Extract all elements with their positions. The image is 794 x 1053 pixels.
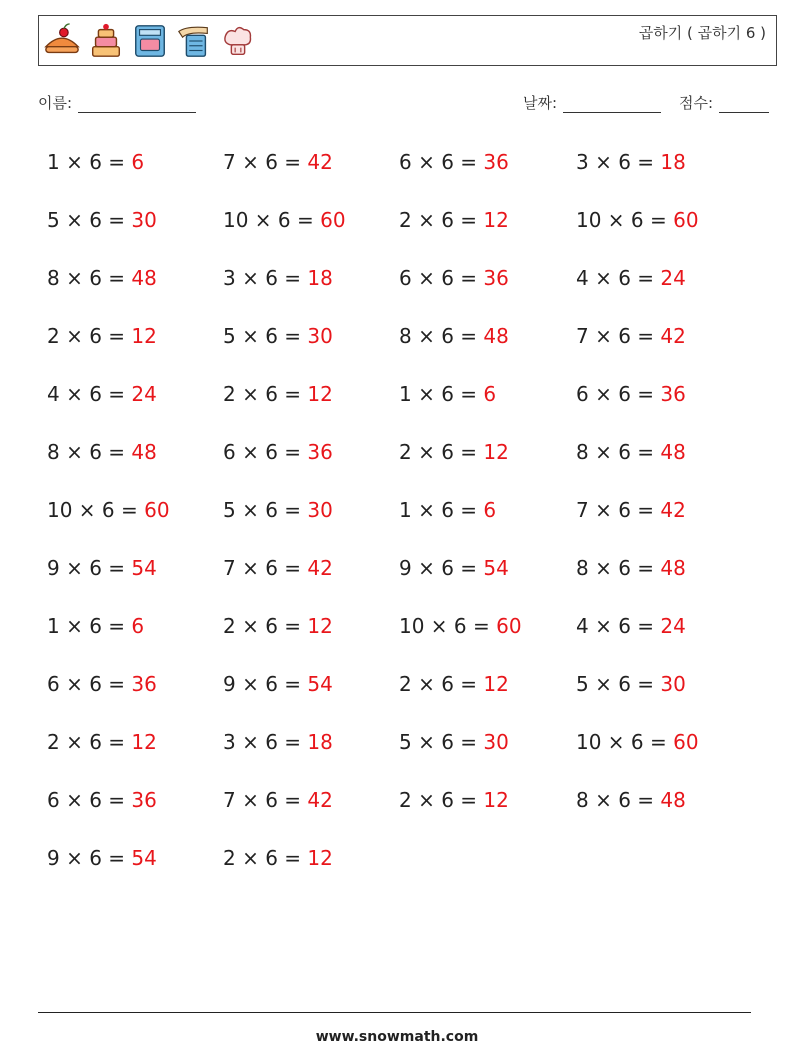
problem-item — [399, 324, 509, 348]
problem-expression: 6 × 6 = — [399, 266, 484, 290]
problem-item — [47, 730, 157, 754]
problem-item — [223, 788, 333, 812]
problem-expression: 8 × 6 = — [47, 266, 132, 290]
problem-expression: 10 × 6 = — [223, 208, 321, 232]
problem-answer: 42 — [307, 150, 333, 174]
problem-item — [47, 498, 170, 522]
date-blank[interactable] — [563, 98, 661, 113]
problem-expression: 10 × 6 = — [576, 730, 674, 754]
date-label: 날짜: — [523, 94, 558, 112]
problem-expression: 2 × 6 = — [399, 440, 484, 464]
problem-answer: 6 — [483, 382, 497, 406]
problem-expression: 9 × 6 = — [223, 672, 308, 696]
problem-item — [576, 498, 686, 522]
problem-expression: 2 × 6 = — [47, 324, 132, 348]
problem-item — [576, 150, 686, 174]
problem-item — [399, 150, 509, 174]
problem-expression: 2 × 6 = — [399, 672, 484, 696]
problem-answer: 6 — [131, 614, 145, 638]
problem-expression: 7 × 6 = — [223, 788, 308, 812]
problem-answer: 54 — [307, 672, 333, 696]
pie-icon — [43, 21, 81, 61]
problem-answer: 12 — [131, 324, 157, 348]
problem-item — [223, 266, 333, 290]
problem-item — [576, 324, 686, 348]
problem-expression: 9 × 6 = — [47, 846, 132, 870]
problem-answer: 30 — [131, 208, 157, 232]
problem-answer: 30 — [660, 672, 686, 696]
problem-answer: 12 — [483, 440, 509, 464]
problem-expression: 3 × 6 = — [576, 150, 661, 174]
problem-answer: 60 — [673, 730, 699, 754]
problem-item — [399, 440, 509, 464]
problem-item — [576, 208, 699, 232]
problem-expression: 10 × 6 = — [576, 208, 674, 232]
problem-expression: 9 × 6 = — [47, 556, 132, 580]
problem-answer: 12 — [307, 614, 333, 638]
problem-answer: 18 — [307, 730, 333, 754]
problem-answer: 36 — [483, 150, 509, 174]
footer-website: www.snowmath.com — [315, 1029, 479, 1045]
problem-expression: 2 × 6 = — [47, 730, 132, 754]
problem-answer: 12 — [131, 730, 157, 754]
problem-answer: 12 — [483, 208, 509, 232]
problem-expression: 4 × 6 = — [576, 614, 661, 638]
chef-hat-icon — [219, 21, 257, 61]
score-blank[interactable] — [719, 98, 769, 113]
problem-answer: 36 — [131, 788, 157, 812]
problem-expression: 5 × 6 = — [223, 498, 308, 522]
problem-answer: 6 — [131, 150, 145, 174]
problem-item — [399, 266, 509, 290]
footer-divider — [38, 1012, 751, 1013]
problem-item — [576, 266, 686, 290]
problem-expression: 2 × 6 = — [399, 208, 484, 232]
problem-expression: 3 × 6 = — [223, 730, 308, 754]
problem-answer: 24 — [660, 266, 686, 290]
problem-item — [47, 614, 144, 638]
problem-answer: 60 — [144, 498, 170, 522]
problem-answer: 60 — [320, 208, 346, 232]
problem-item — [47, 382, 157, 406]
problem-item — [399, 382, 496, 406]
problem-expression: 6 × 6 = — [47, 788, 132, 812]
problem-item — [223, 382, 333, 406]
score-label: 점수: — [679, 94, 714, 112]
problem-answer: 12 — [307, 846, 333, 870]
page-title: 곱하기 ( 곱하기 6 ) — [638, 24, 766, 42]
problem-item — [223, 556, 333, 580]
problem-item — [47, 672, 157, 696]
problem-item — [223, 498, 333, 522]
problem-answer: 42 — [307, 788, 333, 812]
problem-answer: 42 — [307, 556, 333, 580]
problem-item — [47, 440, 157, 464]
problem-item — [399, 556, 509, 580]
problem-expression: 5 × 6 = — [223, 324, 308, 348]
problem-expression: 7 × 6 = — [576, 324, 661, 348]
problem-answer: 18 — [660, 150, 686, 174]
problem-item — [223, 614, 333, 638]
problem-answer: 36 — [660, 382, 686, 406]
problem-expression: 8 × 6 = — [576, 788, 661, 812]
problem-expression: 7 × 6 = — [223, 556, 308, 580]
problem-answer: 12 — [483, 788, 509, 812]
problem-answer: 36 — [307, 440, 333, 464]
problem-item — [47, 266, 157, 290]
problem-expression: 2 × 6 = — [223, 382, 308, 406]
problem-item — [223, 208, 346, 232]
problem-item — [576, 730, 699, 754]
problem-expression: 6 × 6 = — [576, 382, 661, 406]
worksheet-header — [38, 15, 777, 66]
problem-answer: 48 — [660, 556, 686, 580]
problem-answer: 48 — [131, 266, 157, 290]
problem-expression: 9 × 6 = — [399, 556, 484, 580]
problem-answer: 60 — [673, 208, 699, 232]
problem-item — [223, 440, 333, 464]
score-field — [679, 92, 769, 113]
problem-answer: 24 — [660, 614, 686, 638]
problem-item — [399, 730, 509, 754]
problem-expression: 6 × 6 = — [399, 150, 484, 174]
problem-item — [223, 672, 333, 696]
problem-answer: 30 — [307, 324, 333, 348]
problem-item — [223, 846, 333, 870]
name-blank[interactable] — [78, 98, 196, 113]
problem-answer: 48 — [483, 324, 509, 348]
problem-expression: 5 × 6 = — [47, 208, 132, 232]
cake-icon — [87, 21, 125, 61]
problem-answer: 12 — [483, 672, 509, 696]
problem-item — [399, 208, 509, 232]
problem-answer: 54 — [483, 556, 509, 580]
problem-item — [399, 788, 509, 812]
problem-expression: 8 × 6 = — [399, 324, 484, 348]
problem-answer: 30 — [483, 730, 509, 754]
problem-answer: 48 — [660, 440, 686, 464]
problem-item — [47, 208, 157, 232]
problem-item — [47, 324, 157, 348]
name-field — [38, 92, 196, 113]
problem-answer: 42 — [660, 498, 686, 522]
problem-answer: 36 — [131, 672, 157, 696]
problem-item — [47, 150, 144, 174]
problem-expression: 10 × 6 = — [399, 614, 497, 638]
problem-item — [399, 498, 496, 522]
problem-answer: 12 — [307, 382, 333, 406]
problem-expression: 1 × 6 = — [399, 382, 484, 406]
problem-answer: 30 — [307, 498, 333, 522]
problem-item — [47, 556, 157, 580]
problem-item — [576, 672, 686, 696]
problem-expression: 3 × 6 = — [223, 266, 308, 290]
problem-item — [399, 672, 509, 696]
problem-item — [576, 788, 686, 812]
recipe-card-icon — [175, 21, 213, 61]
date-field — [523, 92, 661, 113]
problem-expression: 5 × 6 = — [576, 672, 661, 696]
problem-expression: 1 × 6 = — [47, 614, 132, 638]
problem-item — [576, 382, 686, 406]
problem-answer: 48 — [131, 440, 157, 464]
problem-expression: 5 × 6 = — [399, 730, 484, 754]
problem-expression: 7 × 6 = — [576, 498, 661, 522]
problem-expression: 6 × 6 = — [223, 440, 308, 464]
problem-answer: 60 — [496, 614, 522, 638]
problem-item — [223, 730, 333, 754]
name-label: 이름: — [38, 94, 73, 112]
problem-expression: 4 × 6 = — [576, 266, 661, 290]
problem-expression: 4 × 6 = — [47, 382, 132, 406]
problem-answer: 18 — [307, 266, 333, 290]
problem-expression: 1 × 6 = — [399, 498, 484, 522]
problem-item — [399, 614, 522, 638]
problem-expression: 8 × 6 = — [576, 556, 661, 580]
problem-item — [576, 556, 686, 580]
problem-expression: 2 × 6 = — [223, 846, 308, 870]
problem-expression: 7 × 6 = — [223, 150, 308, 174]
problem-answer: 36 — [483, 266, 509, 290]
problem-item — [223, 150, 333, 174]
problem-expression: 2 × 6 = — [399, 788, 484, 812]
problem-answer: 42 — [660, 324, 686, 348]
problem-item — [223, 324, 333, 348]
problem-answer: 48 — [660, 788, 686, 812]
icon-row — [43, 21, 257, 61]
problem-answer: 54 — [131, 846, 157, 870]
problem-expression: 8 × 6 = — [47, 440, 132, 464]
problem-answer: 54 — [131, 556, 157, 580]
problem-answer: 6 — [483, 498, 497, 522]
problem-item — [576, 440, 686, 464]
problem-expression: 6 × 6 = — [47, 672, 132, 696]
problem-answer: 24 — [131, 382, 157, 406]
problem-expression: 8 × 6 = — [576, 440, 661, 464]
problem-item — [576, 614, 686, 638]
problem-item — [47, 846, 157, 870]
problem-expression: 1 × 6 = — [47, 150, 132, 174]
problem-expression: 2 × 6 = — [223, 614, 308, 638]
problem-item — [47, 788, 157, 812]
stand-mixer-icon — [131, 21, 169, 61]
problem-expression: 10 × 6 = — [47, 498, 145, 522]
